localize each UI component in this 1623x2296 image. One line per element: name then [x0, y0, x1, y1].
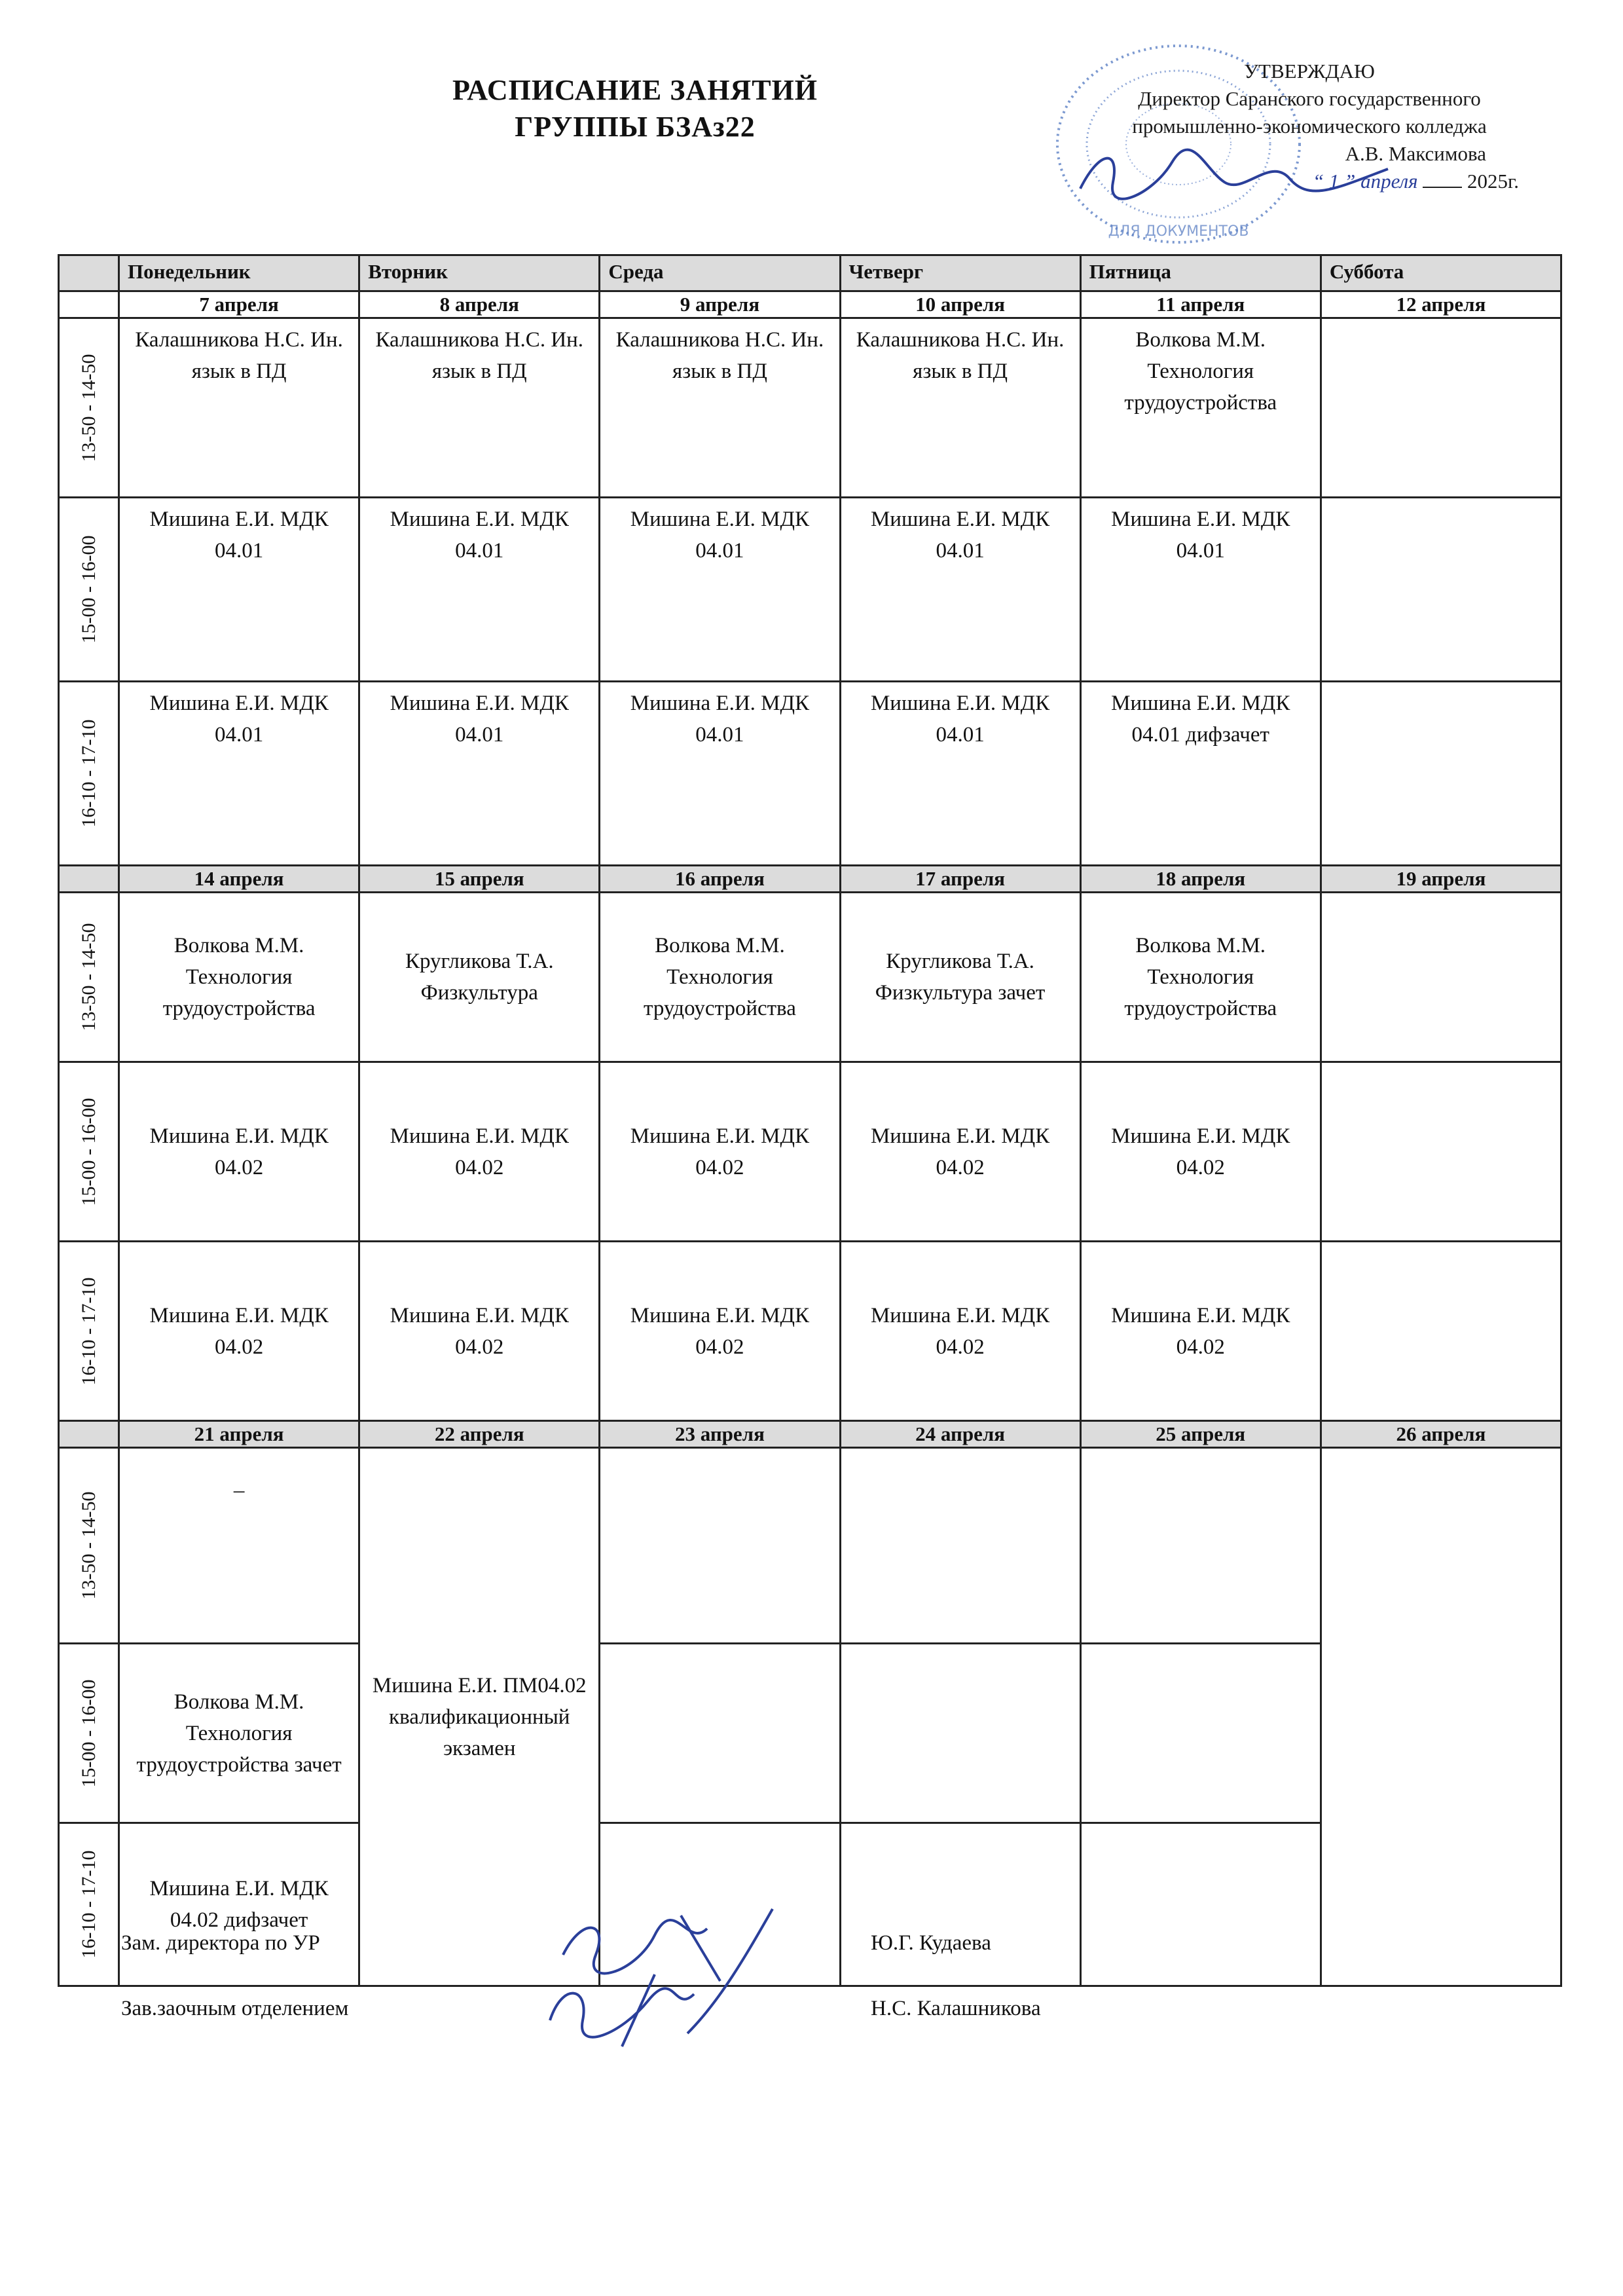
class-cell [840, 1644, 1080, 1823]
class-cell: Мишина Е.И. МДК 04.02 [119, 1062, 359, 1242]
class-cell [1080, 1448, 1321, 1644]
class-cell: Мишина Е.И. МДК 04.02 [600, 1062, 840, 1242]
class-cell: Мишина Е.И. МДК 04.01 [840, 682, 1080, 866]
approval-date-year: 2025г. [1467, 170, 1519, 193]
time-slot: 16-10 - 17-10 [59, 1242, 119, 1421]
schedule-row [59, 498, 1561, 682]
time-slot: 15-00 - 16-00 [59, 1062, 119, 1242]
class-cell: Волкова М.М. Технология трудоустройства [1080, 318, 1321, 498]
approval-date-day: “ 1 ” апреля [1312, 170, 1418, 193]
class-cell: Мишина Е.И. МДК 04.01 [359, 682, 600, 866]
class-cell: Кругликова Т.А. Физкультура [359, 893, 600, 1062]
footer-row [121, 1929, 1169, 1994]
time-slot: 13-50 - 14-50 [59, 1448, 119, 1644]
schedule-row [59, 318, 1561, 498]
weekday-header-row [59, 255, 1561, 291]
document-title [367, 72, 903, 145]
date-cell: 7 апреля [119, 291, 359, 318]
class-cell: Мишина Е.И. МДК 04.02 [1080, 1242, 1321, 1421]
date-cell: 14 апреля [119, 866, 359, 893]
class-cell: Мишина Е.И. МДК 04.01 [1080, 498, 1321, 682]
schedule-row [59, 682, 1561, 866]
class-cell: Мишина Е.И. МДК 04.02 дифзачет [119, 1823, 359, 1986]
time-slot: 13-50 - 14-50 [59, 318, 119, 498]
weekday-saturday: Суббота [1321, 255, 1561, 291]
week2-date-row [59, 866, 1561, 893]
approval-name: А.В. Максимова [1345, 142, 1486, 165]
class-cell: Мишина Е.И. МДК 04.02 [359, 1062, 600, 1242]
class-cell: Мишина Е.И. МДК 04.01 [119, 682, 359, 866]
date-cell: 19 апреля [1321, 866, 1561, 893]
date-cell: 25 апреля [1080, 1421, 1321, 1448]
schedule-row [59, 1062, 1561, 1242]
class-cell: Калашникова Н.С. Ин. язык в ПД [359, 318, 600, 498]
week3-date-row [59, 1421, 1561, 1448]
footer-person: Ю.Г. Кудаева [871, 1931, 991, 1955]
weekday-monday: Понедельник [119, 255, 359, 291]
class-cell: Мишина Е.И. МДК 04.02 [1080, 1062, 1321, 1242]
class-cell: Калашникова Н.С. Ин. язык в ПД [119, 318, 359, 498]
class-cell [1321, 1242, 1561, 1421]
stamp-text: ДЛЯ ДОКУМЕНТОВ [1108, 223, 1249, 240]
class-cell: Волкова М.М. Технология трудоустройства [600, 893, 840, 1062]
date-cell: 10 апреля [840, 291, 1080, 318]
class-cell [1321, 318, 1561, 498]
class-cell [1321, 893, 1561, 1062]
class-cell: Калашникова Н.С. Ин. язык в ПД [840, 318, 1080, 498]
footer-row [121, 1994, 1169, 2060]
date-cell: 23 апреля [600, 1421, 840, 1448]
date-cell: 17 апреля [840, 866, 1080, 893]
date-cell: 18 апреля [1080, 866, 1321, 893]
class-cell: Мишина Е.И. МДК 04.01 [359, 498, 600, 682]
date-cell: 11 апреля [1080, 291, 1321, 318]
time-slot: 15-00 - 16-00 [59, 1644, 119, 1823]
exam-cell: Мишина Е.И. ПМ04.02 квалификационный экзамен [359, 1448, 600, 1986]
time-slot: 13-50 - 14-50 [59, 893, 119, 1062]
weekday-thursday: Четверг [840, 255, 1080, 291]
date-cell: 22 апреля [359, 1421, 600, 1448]
class-cell: Мишина Е.И. МДК 04.01 [600, 498, 840, 682]
class-cell: Мишина Е.И. МДК 04.01 дифзачет [1080, 682, 1321, 866]
class-cell: Мишина Е.И. МДК 04.02 [600, 1242, 840, 1421]
director-signature [1074, 143, 1401, 208]
weekday-tuesday: Вторник [359, 255, 600, 291]
class-cell [840, 1448, 1080, 1644]
class-cell [600, 1448, 840, 1644]
class-cell [1321, 498, 1561, 682]
date-cell: 21 апреля [119, 1421, 359, 1448]
class-cell: Мишина Е.И. МДК 04.01 [600, 682, 840, 866]
schedule-row [59, 1448, 1561, 1644]
time-slot: 16-10 - 17-10 [59, 1823, 119, 1986]
date-cell: 12 апреля [1321, 291, 1561, 318]
class-cell: Мишина Е.И. МДК 04.01 [840, 498, 1080, 682]
class-cell [600, 1644, 840, 1823]
footer-role: Зам. директора по УР [121, 1931, 320, 1955]
date-cell: 9 апреля [600, 291, 840, 318]
class-cell [1321, 1448, 1561, 1986]
class-cell: Мишина Е.И. МДК 04.02 [359, 1242, 600, 1421]
schedule-table [58, 254, 1562, 1987]
class-cell: Мишина Е.И. МДК 04.02 [840, 1242, 1080, 1421]
title-line-2: ГРУППЫ БЗАз22 [515, 111, 756, 143]
weekday-friday: Пятница [1080, 255, 1321, 291]
class-cell [1080, 1644, 1321, 1823]
date-cell: 24 апреля [840, 1421, 1080, 1448]
class-cell: Кругликова Т.А. Физкультура зачет [840, 893, 1080, 1062]
date-cell: 15 апреля [359, 866, 600, 893]
date-cell: 26 апреля [1321, 1421, 1561, 1448]
class-cell: Калашникова Н.С. Ин. язык в ПД [600, 318, 840, 498]
class-cell: Мишина Е.И. МДК 04.02 [840, 1062, 1080, 1242]
footer [121, 1929, 1169, 2060]
date-cell: 8 апреля [359, 291, 600, 318]
class-cell: Волкова М.М. Технология трудоустройства [1080, 893, 1321, 1062]
footer-role: Зав.заочным отделением [121, 1997, 349, 2020]
class-cell: Мишина Е.И. МДК 04.02 [119, 1242, 359, 1421]
class-cell [1321, 1062, 1561, 1242]
approval-heading: УТВЕРЖДАЮ [1244, 60, 1375, 83]
week1-date-row [59, 291, 1561, 318]
time-slot: 15-00 - 16-00 [59, 498, 119, 682]
class-cell: Волкова М.М. Технология трудоустройства зачет [119, 1644, 359, 1823]
class-cell: Волкова М.М. Технология трудоустройства [119, 893, 359, 1062]
approval-position-1: Директор Саранского государственного [1138, 87, 1481, 110]
footer-person: Н.С. Калашникова [871, 1997, 1041, 2020]
class-cell [1321, 682, 1561, 866]
class-cell: – [119, 1448, 359, 1644]
class-cell: Мишина Е.И. МДК 04.01 [119, 498, 359, 682]
time-corner [59, 255, 119, 291]
schedule-row [59, 893, 1561, 1062]
time-slot: 16-10 - 17-10 [59, 682, 119, 866]
weekday-wednesday: Среда [600, 255, 840, 291]
title-line-1: РАСПИСАНИЕ ЗАНЯТИЙ [452, 74, 818, 106]
schedule-row [59, 1242, 1561, 1421]
approval-position-2: промышленно-экономического колледжа [1132, 115, 1487, 138]
date-cell: 16 апреля [600, 866, 840, 893]
